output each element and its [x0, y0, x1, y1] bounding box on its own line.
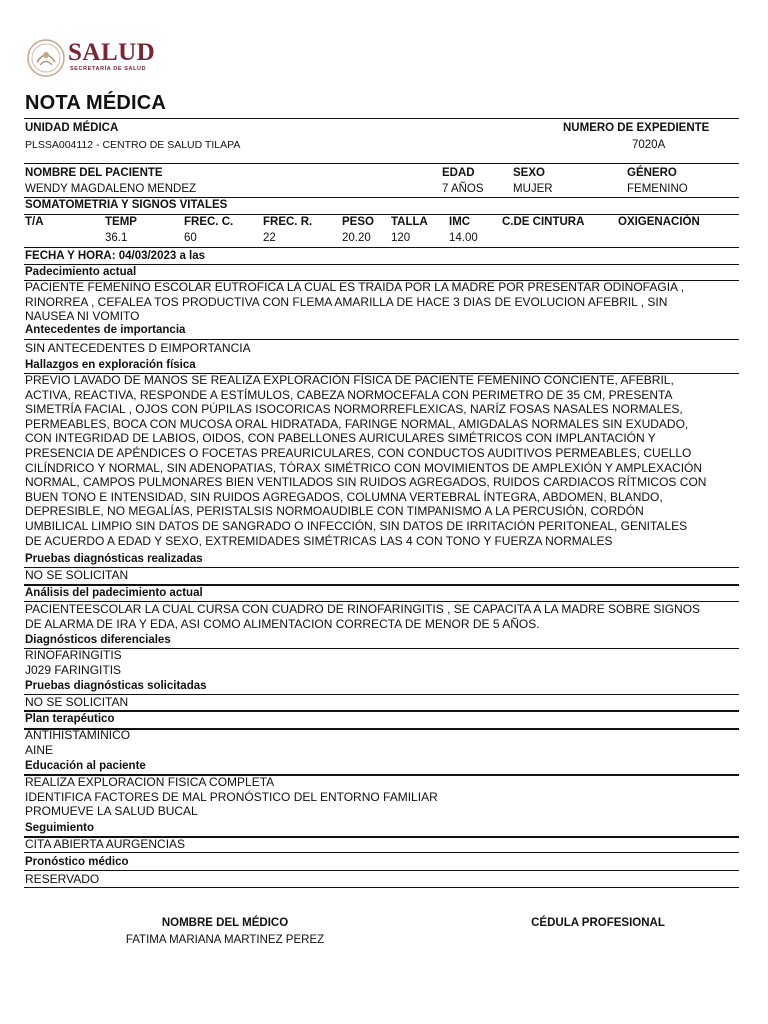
- divider: [24, 118, 739, 119]
- divider: [24, 887, 739, 888]
- patient-name-value: WENDY MAGDALENO MENDEZ: [25, 183, 197, 195]
- patient-name-label: NOMBRE DEL PACIENTE: [25, 167, 163, 179]
- brand-wordmark: SALUD: [68, 39, 156, 66]
- section-text-plan: ANTIHISTAMINICO AINE: [25, 728, 131, 757]
- section-label-seguimiento: Seguimiento: [25, 822, 95, 834]
- vital-header-cintura: C.DE CINTURA: [502, 216, 585, 228]
- vital-header-temp: TEMP: [105, 216, 137, 228]
- divider: [24, 852, 739, 853]
- divider: [24, 247, 739, 248]
- section-label-analisis: Análisis del padecimiento actual: [25, 587, 203, 599]
- section-text-padecimiento: PACIENTE FEMENINO ESCOLAR EUTROFICA LA CUAL ES TRAIDA POR LA MADRE POR PRESENTAR ODINOFAGIA , RINORREA , CEFALEA TOS PRODUCTIVA CON FLEMA AMARILLA DE HACE 3 DIAS DE EVOLUCION AFEBRIL , SIN NAUSEA NI VOMITO: [25, 280, 685, 324]
- vitals-section-label: SOMATOMETRIA Y SIGNOS VITALES: [25, 199, 228, 211]
- divider: [24, 264, 739, 265]
- gender-label: GÉNERO: [627, 167, 677, 179]
- section-label-diagnosticos: Diagnósticos diferenciales: [25, 634, 171, 646]
- page-title: NOTA MÉDICA: [25, 92, 167, 114]
- divider: [24, 584, 739, 586]
- vital-header-oxigenacion: OXIGENACIÓN: [618, 216, 700, 228]
- vital-header-frec-r: FREC. R.: [263, 216, 313, 228]
- section-text-pruebas-realizadas: NO SE SOLICITAN: [25, 568, 129, 582]
- expediente-value: 7020A: [632, 139, 666, 151]
- section-text-educacion: REALIZA EXPLORACION FISICA COMPLETA IDENTIFICA FACTORES DE MAL PRONÓSTICO DEL ENTORNO FAMILIAR PROMUEVE LA SALUD BUCAL: [25, 775, 438, 819]
- vital-value-talla: 120: [391, 232, 411, 244]
- age-label: EDAD: [442, 167, 475, 179]
- vital-value-frec-r: 22: [263, 232, 276, 244]
- section-label-antecedentes: Antecedentes de importancia: [25, 324, 186, 336]
- section-label-educacion: Educación al paciente: [25, 760, 146, 772]
- section-text-analisis: PACIENTEESCOLAR LA CUAL CURSA CON CUADRO DE RINOFARINGITIS , SE CAPACITA A LA MADRE SOBRE SIGNOS DE ALARMA DE IRA Y EDA, ASI COMO ALIMENTACION CORRECTA DE MENOR DE 5 AÑOS.: [25, 602, 701, 631]
- section-text-antecedentes: SIN ANTECEDENTES D EIMPORTANCIA: [25, 341, 251, 355]
- vital-value-imc: 14.00: [449, 232, 478, 244]
- divider: [24, 197, 739, 198]
- government-seal-icon: [26, 38, 66, 78]
- doctor-name-value: FATIMA MARIANA MARTINEZ PEREZ: [125, 934, 325, 946]
- divider: [24, 163, 739, 164]
- vital-header-imc: IMC: [449, 216, 471, 228]
- divider: [24, 214, 739, 215]
- section-label-pronostico: Pronóstico médico: [25, 856, 129, 868]
- gender-value: FEMENINO: [627, 183, 688, 195]
- divider: [24, 870, 739, 871]
- section-text-pronostico: RESERVADO: [25, 872, 100, 886]
- section-text-pruebas-solicitadas: NO SE SOLICITAN: [25, 695, 129, 709]
- divider: [24, 339, 739, 340]
- section-text-diagnosticos: RINOFARINGITIS J029 FARINGITIS: [25, 648, 122, 677]
- date-time-line: FECHA Y HORA: 04/03/2023 a las: [25, 250, 206, 262]
- doctor-name-label: NOMBRE DEL MÉDICO: [161, 917, 289, 929]
- vital-header-ta: T/A: [25, 216, 44, 228]
- section-label-plan: Plan terapéutico: [25, 713, 115, 725]
- vital-header-frec-c: FREC. C.: [184, 216, 234, 228]
- unit-label: UNIDAD MÉDICA: [25, 122, 119, 134]
- unit-value: PLSSA004112 - CENTRO DE SALUD TILAPA: [25, 139, 241, 151]
- brand-subtitle: SECRETARÍA DE SALUD: [70, 66, 147, 72]
- expediente-label: NUMERO DE EXPEDIENTE: [563, 122, 710, 134]
- section-label-padecimiento: Padecimiento actual: [25, 266, 137, 278]
- cedula-label: CÉDULA PROFESIONAL: [531, 917, 665, 929]
- divider: [24, 710, 739, 712]
- section-label-pruebas-realizadas: Pruebas diagnósticas realizadas: [25, 553, 203, 565]
- vital-value-temp: 36.1: [105, 232, 128, 244]
- section-text-hallazgos: PREVIO LAVADO DE MANOS SE REALIZA EXPLORACIÓN FÍSICA DE PACIENTE FEMENINO CONCIENTE, AFEBRIL, ACTIVA, REACTIVA, RESPONDE A ESTÍMULOS, CABEZA NORMOCEFALA CON PERIMETRO DE 35 CM, PRESENTA SIMETRÍA FACIAL , OJOS CON PÚPILAS ISOCORICAS NORMORREFLEXICAS, NARÍZ FOSAS NASALES NORMALES, PERMEABLES, BOCA CON MUCOSA ORAL HIDRATADA, FARINGE NORMAL, AMIGDALAS NORMALES SIN EXUDADO, CON INTEGRIDAD DE LABIOS, OIDOS, CON PABELLONES AURICULARES SIMÉTRICOS CON IMPLANTACIÓN Y PRESENCIA DE APÉNDICES O FOCETAS PREAURICULARES, CON CONDUCTOS AUDITIVOS PERMEABLES, CUELLO CILÍNDRICO Y NORMAL, SIN ADENOPATIAS, TÓRAX SIMÉTRICO CON MOVIMIENTOS DE AMPLEXIÓN Y AMPLEXACIÓN NORMAL, CAMPOS PULMONARES BIEN VENTILADOS SIN RUIDOS AGREGADOS, RUIDOS CARDIACOS RÍTMICOS CON BUEN TONO E INTENSIDAD, SIN RUIDOS AGREGADOS, COLUMNA VERTEBRAL ÍNTEGRA, ABDOMEN, BLANDO, DEPRESIBLE, NO MEGALÍAS, PERISTALSIS NORMOAUDIBLE CON TIMPANISMO A LA PERCUSIÓN, CORDÓN UMBILICAL LIMPIO SIN DATOS DE SANGRADO O INFECCIÓN, SIN DATOS DE IRRITACIÓN PERITONEAL, GENITALES DE ACUERDO A EDAD Y SEXO, EXTREMIDADES SIMÉTRICAS LAS 4 CON TONO Y FUERZA NORMALES: [25, 373, 707, 548]
- vital-value-peso: 20.20: [342, 232, 371, 244]
- vital-header-talla: TALLA: [391, 216, 428, 228]
- vital-value-frec-c: 60: [184, 232, 197, 244]
- age-value: 7 AÑOS: [442, 183, 484, 195]
- section-text-seguimiento: CITA ABIERTA AURGENCIAS: [25, 837, 186, 851]
- sex-label: SEXO: [513, 167, 545, 179]
- section-label-hallazgos: Hallazgos en exploración física: [25, 359, 196, 371]
- vital-header-peso: PESO: [342, 216, 374, 228]
- sex-value: MUJER: [513, 183, 553, 195]
- section-label-pruebas-solicitadas: Pruebas diagnósticas solicitadas: [25, 680, 207, 692]
